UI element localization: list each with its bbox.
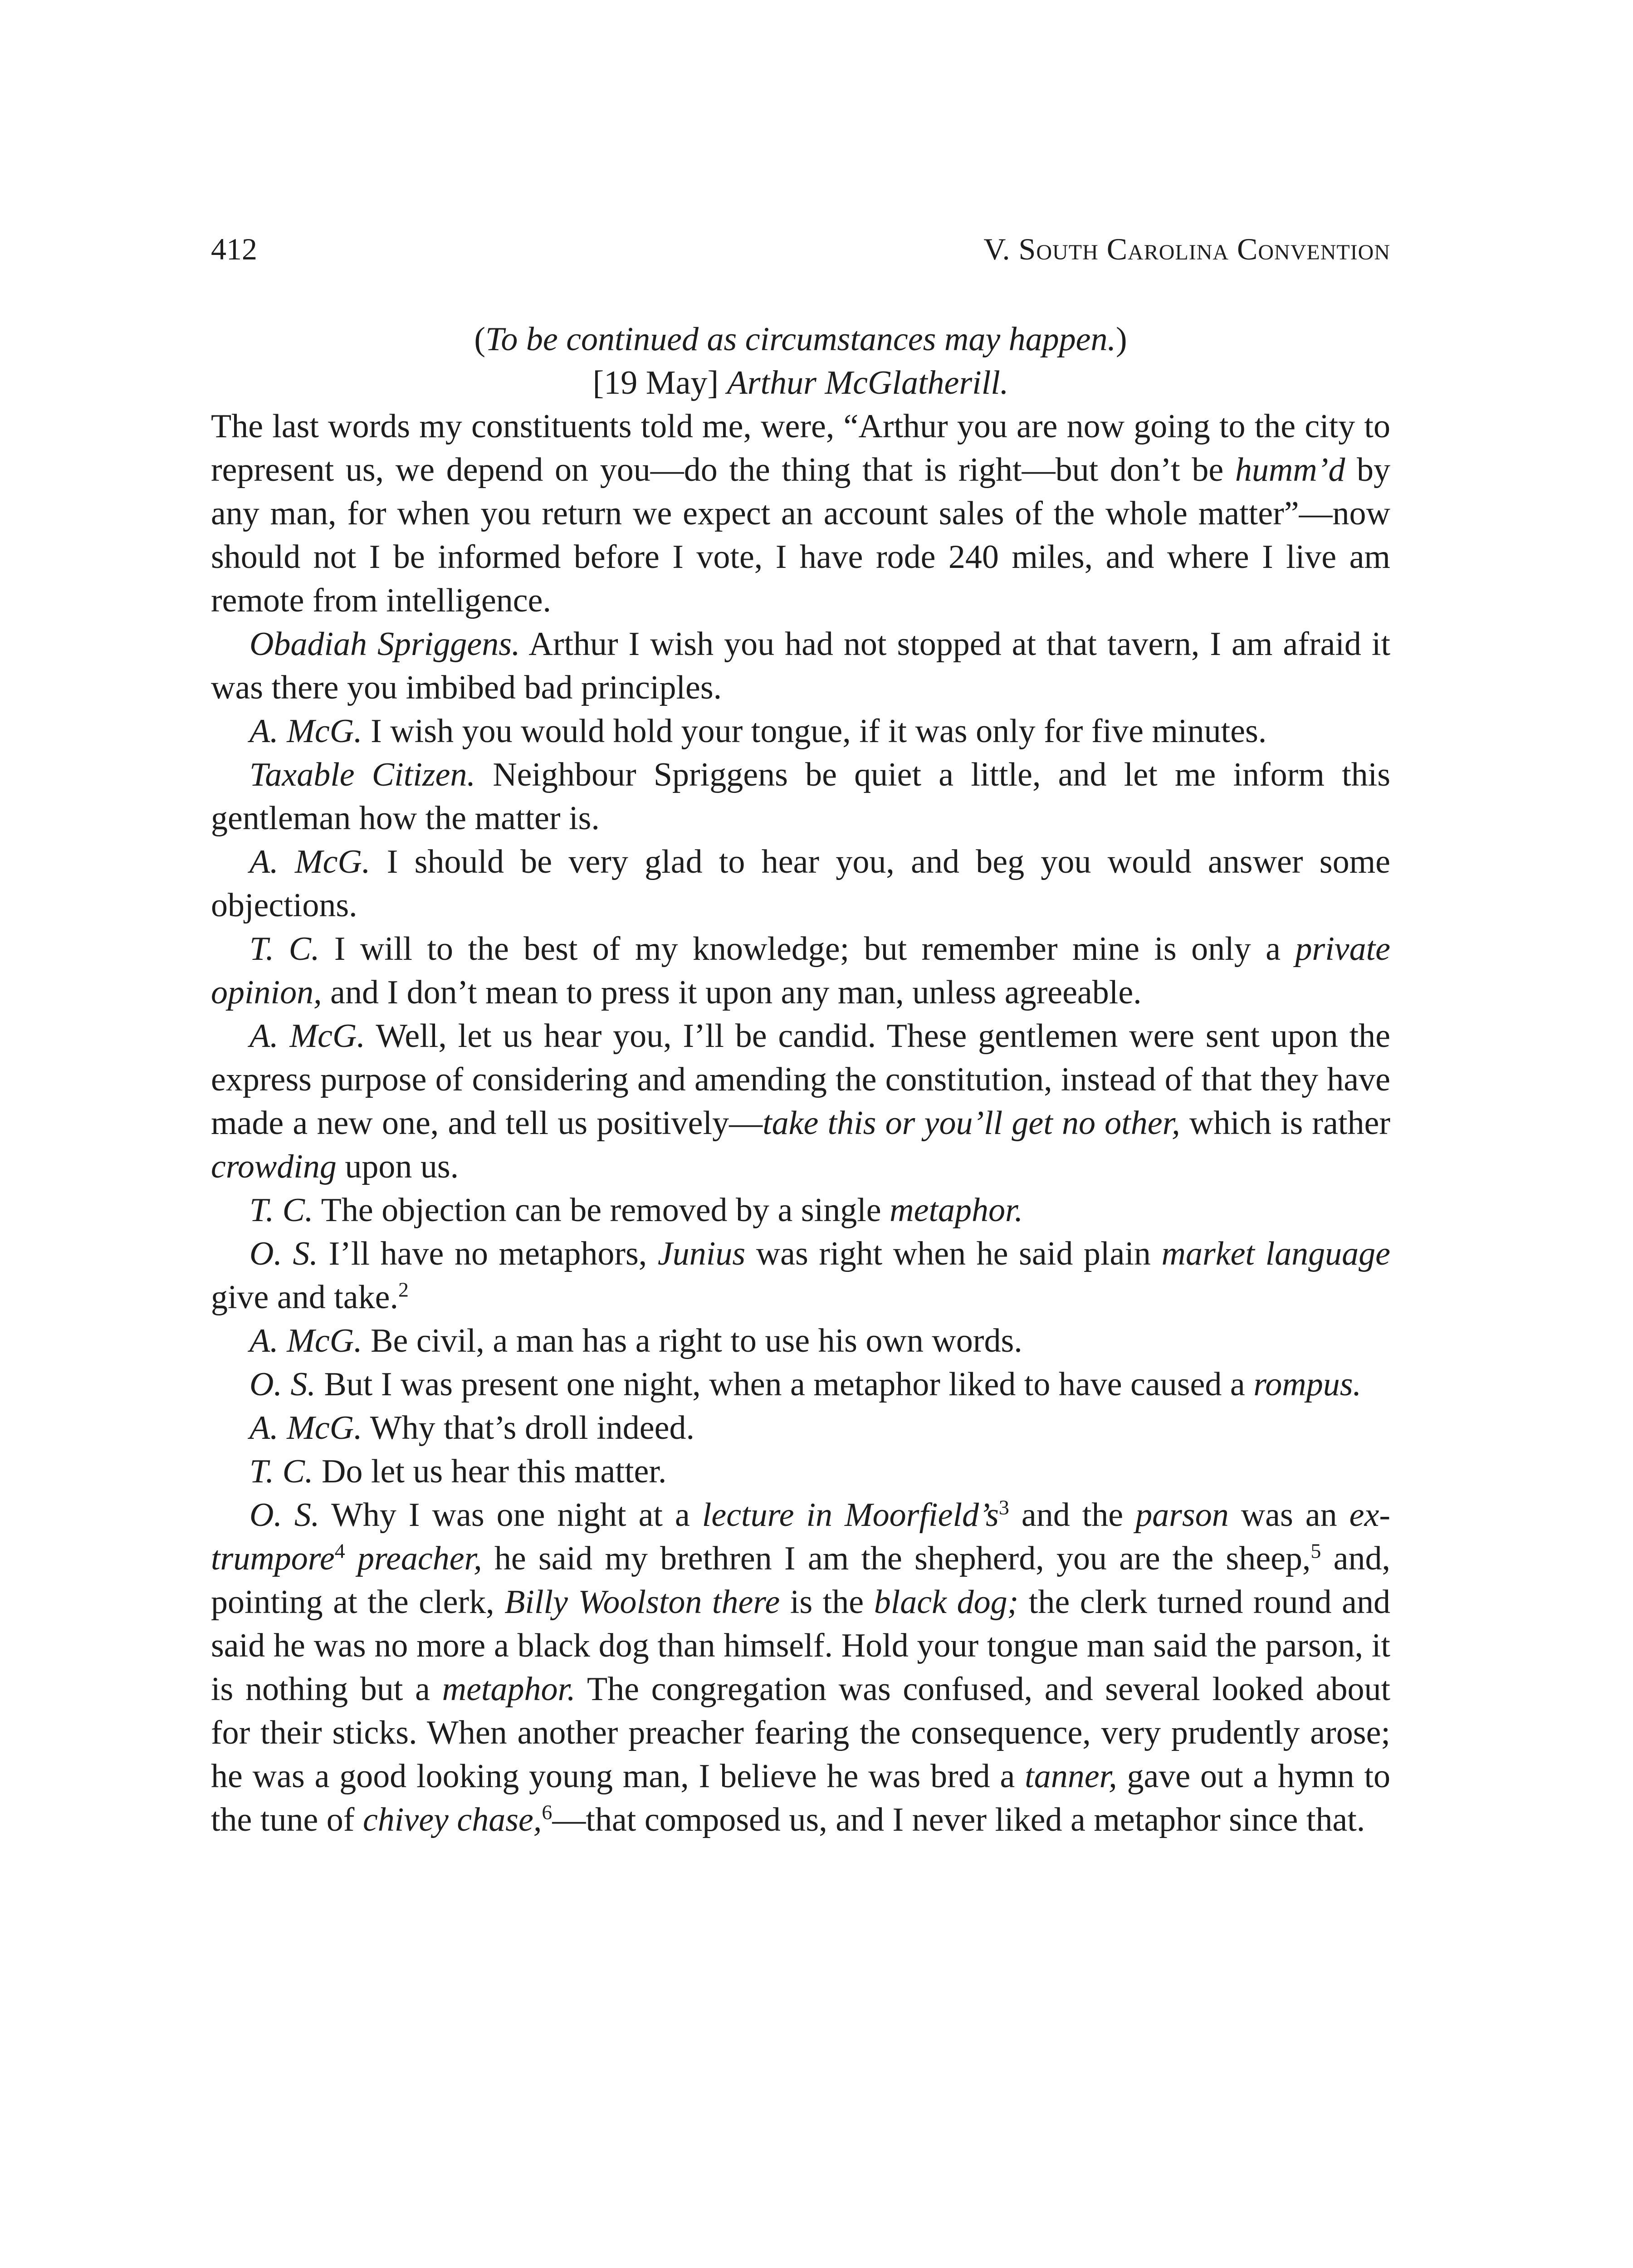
speaker: A. McG. xyxy=(249,1017,365,1055)
text-run: which is rather xyxy=(1180,1105,1390,1142)
page-body xyxy=(211,318,1390,1842)
text-run: the clerk turned round and said he was no more a black dog than himself. Hold your tongue man said the parson, it is nothing but a xyxy=(211,1584,1390,1708)
byline-author: Arthur McGlatherill. xyxy=(727,364,1009,401)
paragraph-8 xyxy=(211,1188,1390,1232)
italic-run: parson xyxy=(1135,1496,1229,1534)
italic-run: metaphor. xyxy=(442,1671,576,1708)
italic-run: take this or you’ll get no other, xyxy=(763,1105,1180,1142)
text-run: Why that’s droll indeed. xyxy=(362,1409,694,1447)
italic-run: chivey chase, xyxy=(362,1801,542,1838)
continuation-note: (To be continued as circumstances may happen.) xyxy=(474,321,1127,358)
text-run: and, pointing at the clerk, xyxy=(211,1540,1391,1621)
italic-run: private opinion, xyxy=(211,930,1390,1011)
italic-run: metaphor. xyxy=(890,1192,1023,1229)
text-run: I wish you would hold your tongue, if it was only for five minutes. xyxy=(362,713,1267,750)
italic-run: rompus. xyxy=(1253,1366,1362,1403)
text-run: Arthur I wish you had not stopped at that tavern, I am afraid it was there you imbibed bad principles. xyxy=(211,626,1391,706)
text-run: by any man, for when you return we expect an account sales of the whole matter”—now should not I be informed before I vote, I have rode 240 miles, and where I live am remote from intelligence. xyxy=(211,451,1391,619)
italic-run: humm’d xyxy=(1235,451,1345,489)
text-run: and the xyxy=(1009,1496,1136,1534)
italic-run: market language xyxy=(1161,1235,1390,1272)
text-run: The objection can be removed by a single xyxy=(313,1192,890,1229)
speaker: A. McG. xyxy=(249,843,371,880)
paragraph-13 xyxy=(211,1450,1390,1493)
footnote-marker[interactable]: 2 xyxy=(398,1278,409,1301)
text-run: Neighbour Spriggens be quiet a little, and let me inform this gentleman how the matter is. xyxy=(211,756,1390,837)
text-run: was an xyxy=(1228,1496,1349,1534)
text-run: give and take. xyxy=(211,1279,398,1316)
italic-run: lecture in Moorfield’s xyxy=(702,1496,999,1534)
text-run: I will to the best of my knowledge; but remember mine is only a xyxy=(319,930,1296,968)
footnote-marker[interactable]: 6 xyxy=(542,1800,552,1824)
italic-run: Billy Woolston there xyxy=(504,1584,780,1621)
paragraph-14 xyxy=(211,1493,1390,1842)
text-run: Be civil, a man has a right to use his own words. xyxy=(362,1322,1022,1359)
paragraph-3 xyxy=(211,709,1390,753)
text-run: Do let us hear this matter. xyxy=(313,1453,667,1490)
text-run: I’ll have no metaphors, xyxy=(318,1235,658,1272)
speaker: A. McG. xyxy=(249,1322,362,1359)
text-run: I should be very glad to hear you, and beg you would answer some objections. xyxy=(211,843,1390,924)
text-run: But I was present one night, when a metaphor liked to have caused a xyxy=(315,1366,1254,1403)
speaker: T. C. xyxy=(249,1453,313,1490)
paragraph-11 xyxy=(211,1363,1390,1406)
speaker: T. C. xyxy=(249,1192,313,1229)
speaker: O. S. xyxy=(249,1496,320,1534)
speaker: O. S. xyxy=(249,1235,318,1272)
text-run: upon us. xyxy=(336,1148,459,1185)
text-run xyxy=(345,1540,357,1577)
text-run: he said my brethren I am the shepherd, you are the sheep, xyxy=(482,1540,1311,1577)
italic-run: preacher, xyxy=(357,1540,482,1577)
italic-run: ex-trumpore xyxy=(211,1496,1390,1577)
speaker: O. S. xyxy=(249,1366,316,1403)
italic-run: crowding xyxy=(211,1148,337,1185)
speaker: A. McG. xyxy=(249,1409,362,1447)
speaker: Taxable Citizen. xyxy=(249,756,475,793)
paragraph-9 xyxy=(211,1232,1390,1319)
paragraph-5 xyxy=(211,840,1390,927)
paragraph-4 xyxy=(211,753,1390,840)
continuation-note-text: To be continued as circumstances may happen. xyxy=(485,321,1116,358)
text-run: The last words my constituents told me, were, “Arthur you are now going to the city to represent us, we depend on you—do the thing that is right—but don’t be xyxy=(211,408,1390,489)
running-head: V. South Carolina Convention xyxy=(983,232,1390,266)
italic-run: tanner, xyxy=(1025,1758,1117,1795)
italic-run: black dog; xyxy=(874,1584,1019,1621)
italic-run: Junius xyxy=(657,1235,746,1272)
text-run: and I don’t mean to press it upon any man, unless agreeable. xyxy=(322,974,1142,1011)
footnote-marker[interactable]: 5 xyxy=(1310,1539,1321,1563)
text-run: Why I was one night at a xyxy=(319,1496,702,1534)
text-run: gave out a hymn to the tune of xyxy=(211,1758,1390,1838)
paragraph-7 xyxy=(211,1014,1390,1188)
paragraph-10 xyxy=(211,1319,1390,1363)
speaker: Obadiah Spriggens. xyxy=(249,626,520,663)
page-number: 412 xyxy=(211,232,257,266)
page-header xyxy=(211,231,1390,281)
text-run: was right when he said plain xyxy=(745,1235,1162,1272)
paragraph-6 xyxy=(211,927,1390,1014)
paragraph-1 xyxy=(211,405,1390,622)
paragraph-12 xyxy=(211,1406,1390,1450)
byline-date: [19 May] xyxy=(592,364,719,401)
byline xyxy=(211,361,1390,405)
paragraph-2 xyxy=(211,622,1390,709)
speaker: T. C. xyxy=(249,930,320,968)
footnote-marker[interactable]: 3 xyxy=(998,1496,1009,1519)
speaker: A. McG. xyxy=(249,713,362,750)
text-run: The congregation was confused, and several looked about for their sticks. When another preacher fearing the consequence, very prudently arose; he was a good looking young man, I believe he was bred a xyxy=(211,1671,1390,1795)
text-run: is the xyxy=(780,1584,874,1621)
text-run: —that composed us, and I never liked a metaphor since that. xyxy=(552,1801,1365,1838)
text-run: Well, let us hear you, I’ll be candid. These gentlemen were sent upon the express purpose of considering and amending the constitution, instead of that they have made a new one, and tell us positively— xyxy=(211,1017,1390,1142)
footnote-marker[interactable]: 4 xyxy=(334,1539,345,1563)
